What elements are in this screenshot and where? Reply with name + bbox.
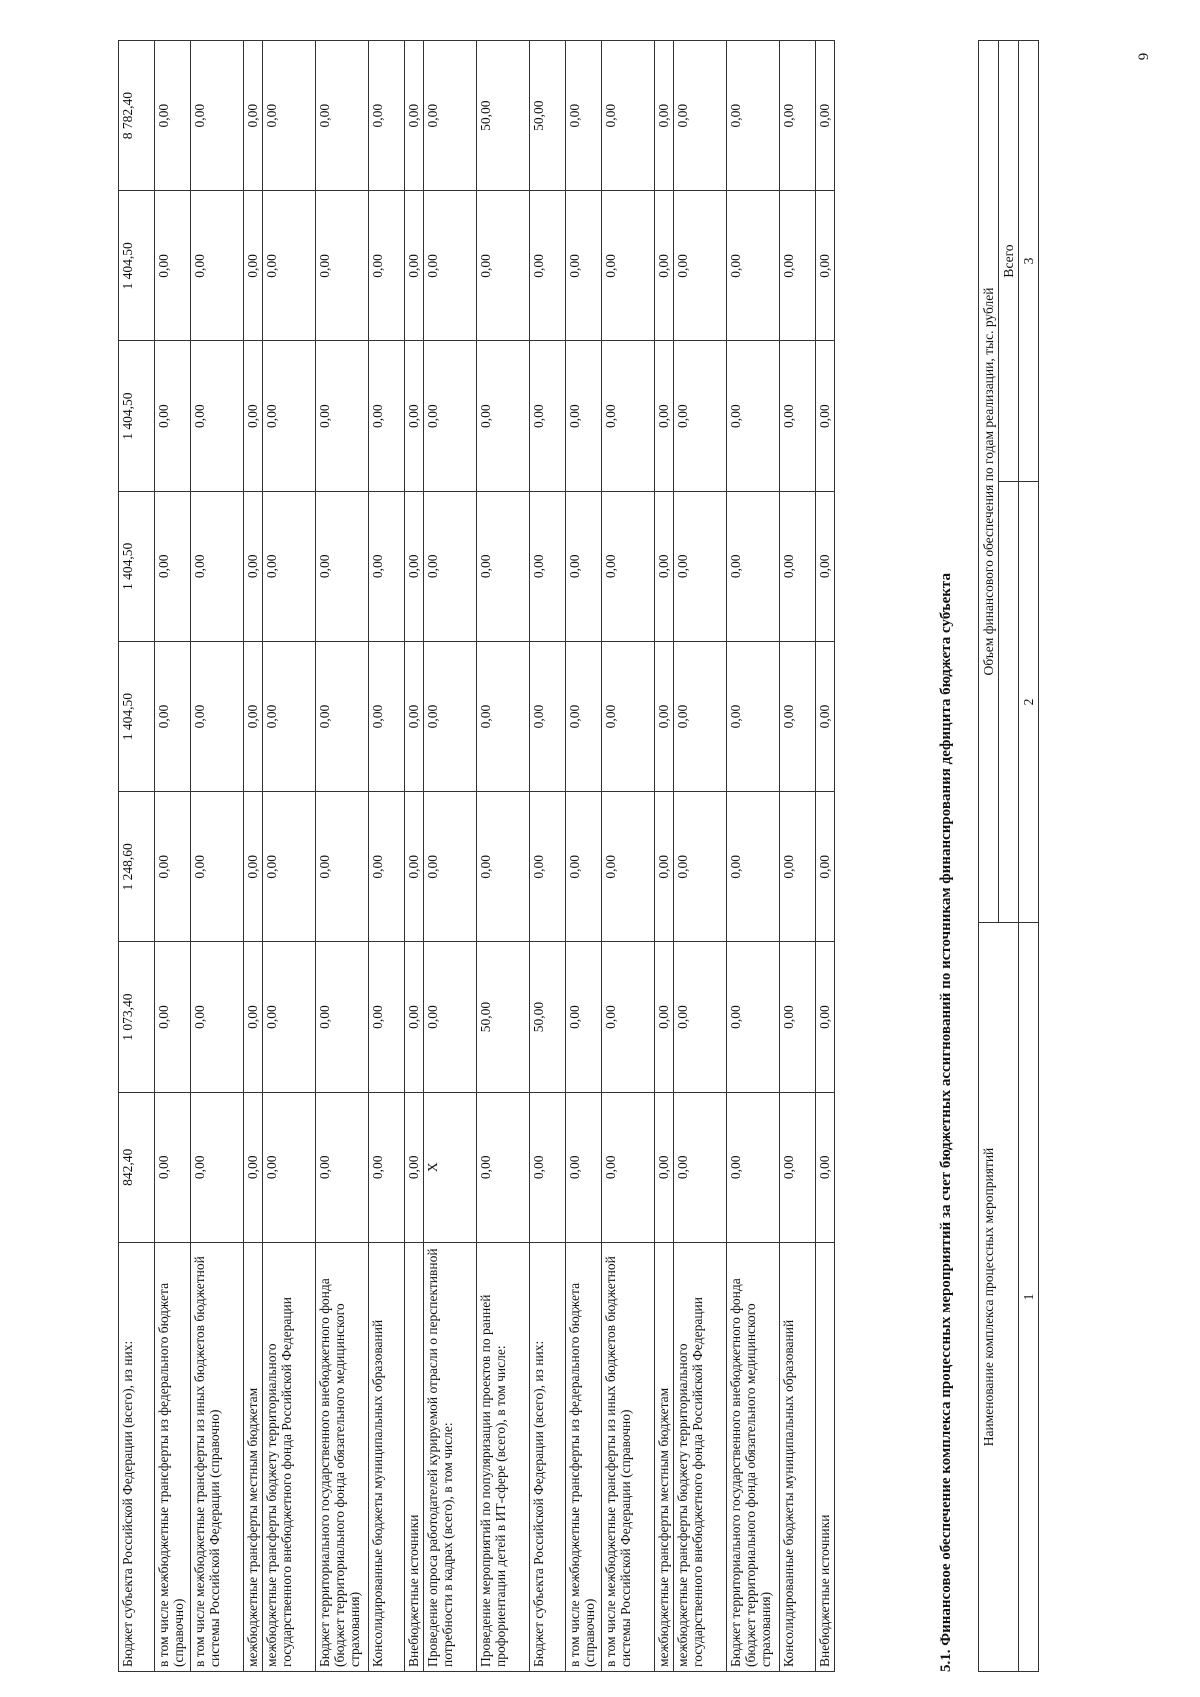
col-years-cell xyxy=(999,482,1019,923)
row-value: 0,00 xyxy=(244,792,263,942)
row-label: в том числе межбюджетные трансферты из иных бюджетов бюджетной системы Российской Федерации (справочно) xyxy=(602,1242,655,1671)
row-value: 0,00 xyxy=(602,341,655,491)
row-label: Бюджет субъекта Российской Федерации (всего), из них: xyxy=(530,1242,566,1671)
row-value: 0,00 xyxy=(674,41,727,191)
table-row xyxy=(566,41,602,1672)
financing-table-body xyxy=(119,41,835,1672)
row-label: Проведение мероприятий по популяризации проектов по ранней профориентации детей в ИТ-сфере (всего), в том числе: xyxy=(477,1242,530,1671)
row-label: межбюджетные трансферты местным бюджетам xyxy=(244,1242,263,1671)
row-value: 0,00 xyxy=(727,191,780,341)
row-value: 0,00 xyxy=(674,341,727,491)
row-value: 0,00 xyxy=(155,1092,191,1242)
row-value: 0,00 xyxy=(191,792,244,942)
row-value: 0,00 xyxy=(816,41,835,191)
row-value: 0,00 xyxy=(263,41,316,191)
col-name-header: Наименование комплекса процессных мероприятий xyxy=(979,923,1019,1672)
row-value: 0,00 xyxy=(316,792,369,942)
row-value: 0,00 xyxy=(530,792,566,942)
row-value: 1 404,50 xyxy=(119,191,155,341)
row-value: 0,00 xyxy=(244,491,263,641)
row-value: 0,00 xyxy=(566,1092,602,1242)
table-row xyxy=(244,41,263,1672)
row-label: Внебюджетные источники xyxy=(405,1242,424,1671)
row-value: 0,00 xyxy=(191,1092,244,1242)
row-value: 0,00 xyxy=(369,341,405,491)
row-value: 0,00 xyxy=(316,641,369,791)
row-value: 0,00 xyxy=(155,942,191,1092)
row-value: 0,00 xyxy=(263,1092,316,1242)
row-value: 0,00 xyxy=(477,191,530,341)
row-label: Бюджет субъекта Российской Федерации (всего), из них: xyxy=(119,1242,155,1671)
col-number-3: 3 xyxy=(1019,41,1039,482)
row-value: 0,00 xyxy=(424,942,477,1092)
row-value: 0,00 xyxy=(424,191,477,341)
section-header-table xyxy=(978,40,1039,1672)
row-value: 0,00 xyxy=(780,792,816,942)
row-value: 1 073,40 xyxy=(119,942,155,1092)
row-value: 0,00 xyxy=(316,491,369,641)
row-value: 0,00 xyxy=(369,191,405,341)
row-value: 0,00 xyxy=(405,191,424,341)
row-value: 0,00 xyxy=(816,191,835,341)
row-value: 0,00 xyxy=(191,641,244,791)
row-value: 0,00 xyxy=(674,942,727,1092)
row-value: 0,00 xyxy=(566,41,602,191)
row-value: 0,00 xyxy=(530,1092,566,1242)
row-value: 0,00 xyxy=(155,641,191,791)
row-value: 0,00 xyxy=(655,341,674,491)
row-value: 50,00 xyxy=(477,942,530,1092)
row-value: 0,00 xyxy=(191,491,244,641)
row-value: 0,00 xyxy=(566,942,602,1092)
row-value: 0,00 xyxy=(655,942,674,1092)
row-value: 0,00 xyxy=(727,341,780,491)
row-value: 0,00 xyxy=(477,641,530,791)
row-value: 0,00 xyxy=(780,341,816,491)
row-label: Консолидированные бюджеты муниципальных образований xyxy=(369,1242,405,1671)
row-value: 0,00 xyxy=(316,191,369,341)
row-value: 0,00 xyxy=(674,641,727,791)
row-value: 50,00 xyxy=(530,41,566,191)
row-value: 0,00 xyxy=(655,792,674,942)
table-row xyxy=(405,41,424,1672)
row-value: 0,00 xyxy=(405,491,424,641)
row-value: 0,00 xyxy=(530,191,566,341)
table-row xyxy=(424,41,477,1672)
row-value: 0,00 xyxy=(602,1092,655,1242)
row-value: 0,00 xyxy=(674,491,727,641)
row-value: 0,00 xyxy=(727,1092,780,1242)
table-row xyxy=(477,41,530,1672)
row-value: 0,00 xyxy=(263,942,316,1092)
row-value: 0,00 xyxy=(602,491,655,641)
row-value: 0,00 xyxy=(155,191,191,341)
row-value: 0,00 xyxy=(727,41,780,191)
row-value: 0,00 xyxy=(244,191,263,341)
row-value: 0,00 xyxy=(566,491,602,641)
row-value: 0,00 xyxy=(244,641,263,791)
table-row xyxy=(674,41,727,1672)
row-value: 0,00 xyxy=(727,942,780,1092)
row-value: 0,00 xyxy=(263,641,316,791)
financing-table xyxy=(118,40,835,1672)
col-number-2: 2 xyxy=(1019,482,1039,923)
row-value: 0,00 xyxy=(780,641,816,791)
row-value: 0,00 xyxy=(369,41,405,191)
row-value: 0,00 xyxy=(655,641,674,791)
row-label: в том числе межбюджетные трансферты из федерального бюджета (справочно) xyxy=(155,1242,191,1671)
table-row xyxy=(780,41,816,1672)
row-value: 0,00 xyxy=(816,341,835,491)
table-row xyxy=(191,41,244,1672)
row-value: 1 404,50 xyxy=(119,491,155,641)
row-value: X xyxy=(424,1092,477,1242)
rotated-page-content xyxy=(118,40,1060,1672)
table-row xyxy=(655,41,674,1672)
row-value: 50,00 xyxy=(530,942,566,1092)
row-value: 0,00 xyxy=(816,641,835,791)
row-value: 0,00 xyxy=(424,341,477,491)
row-value: 0,00 xyxy=(566,792,602,942)
row-value: 0,00 xyxy=(316,341,369,491)
row-value: 0,00 xyxy=(602,641,655,791)
row-value: 0,00 xyxy=(655,191,674,341)
row-value: 0,00 xyxy=(477,341,530,491)
row-value: 0,00 xyxy=(405,41,424,191)
row-label: Консолидированные бюджеты муниципальных образований xyxy=(780,1242,816,1671)
row-value: 0,00 xyxy=(424,641,477,791)
row-value: 0,00 xyxy=(369,792,405,942)
row-value: 0,00 xyxy=(655,491,674,641)
row-value: 8 782,40 xyxy=(119,41,155,191)
row-value: 0,00 xyxy=(655,41,674,191)
col-total-header: Всего xyxy=(999,41,1019,482)
row-value: 0,00 xyxy=(405,641,424,791)
row-value: 0,00 xyxy=(263,341,316,491)
row-value: 0,00 xyxy=(674,191,727,341)
row-value: 0,00 xyxy=(816,792,835,942)
row-value: 0,00 xyxy=(316,1092,369,1242)
row-label: в том числе межбюджетные трансферты из иных бюджетов бюджетной системы Российской Федерации (справочно) xyxy=(191,1242,244,1671)
row-value: 0,00 xyxy=(369,491,405,641)
table-row xyxy=(316,41,369,1672)
col-number-1: 1 xyxy=(1019,923,1039,1672)
row-value: 0,00 xyxy=(674,1092,727,1242)
table-row xyxy=(369,41,405,1672)
row-value: 0,00 xyxy=(566,341,602,491)
row-value: 0,00 xyxy=(530,491,566,641)
row-value: 0,00 xyxy=(424,41,477,191)
row-label: межбюджетные трансферты бюджету территориального государственного внебюджетного фонда Российской Федерации xyxy=(263,1242,316,1671)
row-value: 0,00 xyxy=(674,792,727,942)
row-value: 0,00 xyxy=(655,1092,674,1242)
row-label: Бюджет территориального государственного внебюджетного фонда (бюджет территориального фонда обязательного медицинского страхования) xyxy=(316,1242,369,1671)
row-value: 0,00 xyxy=(477,491,530,641)
section-title: 5.1. Финансовое обеспечение комплекса процессных мероприятий за счет бюджетных ассигнований по источникам финансирования дефицита бюджета субъекта xyxy=(938,573,954,1672)
row-value: 0,00 xyxy=(424,491,477,641)
row-label: Проведение опроса работодателей курируемой отрасли о перспективной потребности в кадрах (всего), в том числе: xyxy=(424,1242,477,1671)
row-value: 842,40 xyxy=(119,1092,155,1242)
row-value: 0,00 xyxy=(263,491,316,641)
row-value: 0,00 xyxy=(191,341,244,491)
row-value: 0,00 xyxy=(780,1092,816,1242)
table-row xyxy=(602,41,655,1672)
row-value: 0,00 xyxy=(191,191,244,341)
row-value: 0,00 xyxy=(602,191,655,341)
row-value: 0,00 xyxy=(263,792,316,942)
table-row xyxy=(727,41,780,1672)
row-value: 0,00 xyxy=(316,942,369,1092)
row-value: 0,00 xyxy=(780,41,816,191)
row-value: 0,00 xyxy=(369,641,405,791)
row-value: 0,00 xyxy=(369,1092,405,1242)
row-value: 0,00 xyxy=(727,491,780,641)
row-value: 0,00 xyxy=(155,792,191,942)
row-label: межбюджетные трансферты бюджету территориального государственного внебюджетного фонда Российской Федерации xyxy=(674,1242,727,1671)
row-value: 0,00 xyxy=(602,942,655,1092)
row-value: 0,00 xyxy=(405,1092,424,1242)
row-label: Бюджет территориального государственного внебюджетного фонда (бюджет территориального фонда обязательного медицинского страхования) xyxy=(727,1242,780,1671)
row-value: 0,00 xyxy=(155,341,191,491)
row-value: 0,00 xyxy=(155,41,191,191)
row-value: 0,00 xyxy=(405,341,424,491)
row-value: 0,00 xyxy=(780,191,816,341)
row-value: 0,00 xyxy=(263,191,316,341)
row-value: 0,00 xyxy=(816,1092,835,1242)
row-value: 0,00 xyxy=(191,942,244,1092)
row-value: 0,00 xyxy=(780,942,816,1092)
row-value: 0,00 xyxy=(244,41,263,191)
row-label: в том числе межбюджетные трансферты из федерального бюджета (справочно) xyxy=(566,1242,602,1671)
table-row xyxy=(263,41,316,1672)
row-value: 0,00 xyxy=(602,792,655,942)
row-label: межбюджетные трансферты местным бюджетам xyxy=(655,1242,674,1671)
row-value: 0,00 xyxy=(530,341,566,491)
row-value: 0,00 xyxy=(530,641,566,791)
row-value: 0,00 xyxy=(244,1092,263,1242)
row-value: 0,00 xyxy=(155,491,191,641)
page-number: 6 xyxy=(1134,52,1151,61)
table-row xyxy=(155,41,191,1672)
row-value: 0,00 xyxy=(816,491,835,641)
row-value: 0,00 xyxy=(244,341,263,491)
table-row xyxy=(119,41,155,1672)
row-value: 0,00 xyxy=(780,491,816,641)
row-value: 0,00 xyxy=(566,191,602,341)
table-row xyxy=(530,41,566,1672)
row-value: 0,00 xyxy=(816,942,835,1092)
row-value: 0,00 xyxy=(602,41,655,191)
row-value: 0,00 xyxy=(244,942,263,1092)
row-value: 0,00 xyxy=(477,1092,530,1242)
row-value: 0,00 xyxy=(566,641,602,791)
row-value: 0,00 xyxy=(191,41,244,191)
row-value: 1 404,50 xyxy=(119,341,155,491)
row-value: 0,00 xyxy=(727,641,780,791)
row-value: 50,00 xyxy=(477,41,530,191)
row-value: 0,00 xyxy=(405,942,424,1092)
row-value: 0,00 xyxy=(424,792,477,942)
row-value: 1 404,50 xyxy=(119,641,155,791)
row-value: 0,00 xyxy=(477,792,530,942)
row-label: Внебюджетные источники xyxy=(816,1242,835,1671)
col-volume-header: Объем финансового обеспечения по годам реализации, тыс. рублей xyxy=(979,41,999,923)
row-value: 0,00 xyxy=(727,792,780,942)
row-value: 0,00 xyxy=(405,792,424,942)
row-value: 1 248,60 xyxy=(119,792,155,942)
table-row xyxy=(816,41,835,1672)
row-value: 0,00 xyxy=(369,942,405,1092)
row-value: 0,00 xyxy=(316,41,369,191)
